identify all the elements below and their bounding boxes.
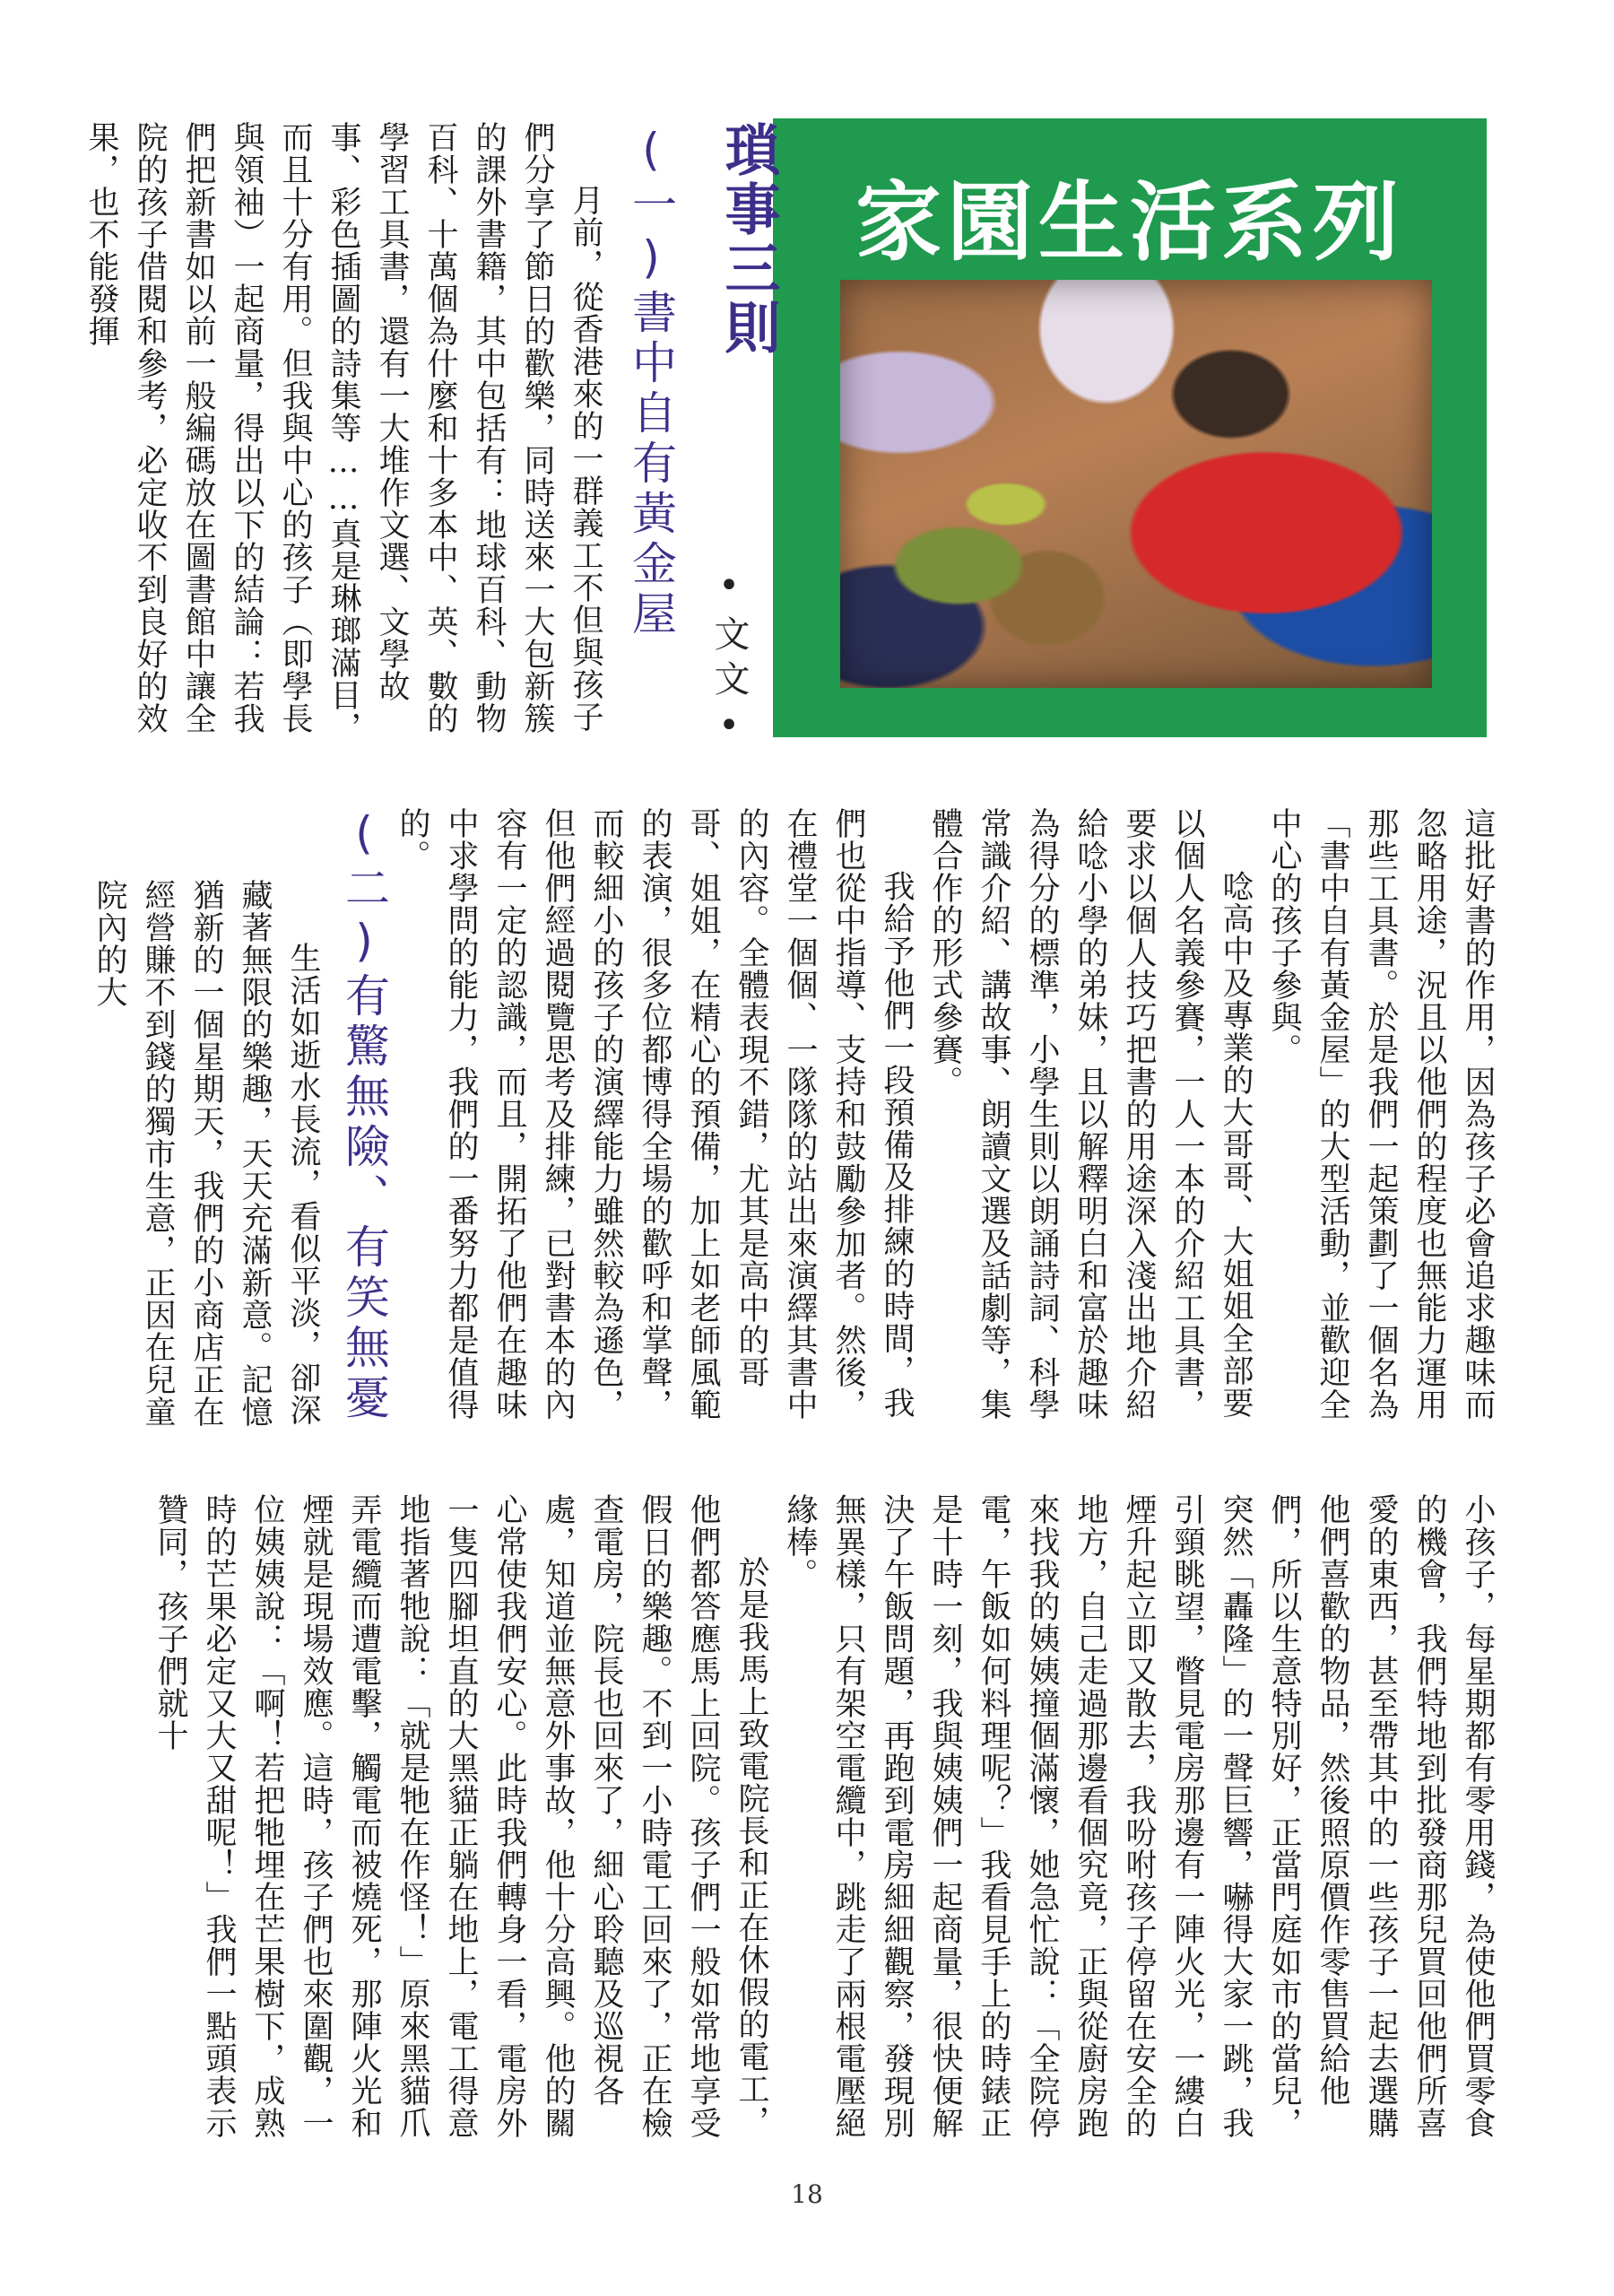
section2-column-a: [91, 879, 327, 1435]
series-banner: [773, 118, 1487, 737]
page-number: 18: [791, 2179, 823, 2209]
article-title: 瑣事三則: [716, 121, 781, 358]
section2-column-b: [117, 1493, 1502, 2139]
section2-heading: (二)有驚無險、有笑無憂: [338, 807, 390, 1424]
section1-paragraph-b2: 唸高中及專業的大哥哥、大姐姐全部要以個人名義參賽，一人一本的介紹工具書，要求以個人技巧把書的用途深入淺出地介紹給唸小學的弟妹，且以解釋明白和富於趣味為得分的標準，小學生則以朗誦詩詞、科學常識介紹、講故事、朗讀文選及話劇等，集體合作的形式參賽。: [927, 807, 1254, 1421]
section1-heading: (一)書中自有黃金屋: [625, 124, 677, 640]
section2-paragraph-2: 小孩子，每星期都有零用錢，為使他們買零食的機會，我們特地到批發商那兒買回他們所喜愛的東西，甚至帶其中的一些孩子一起去選購他們喜歡的物品，然後照原價作零售買給他們，所以生意特別好，正當門庭如市的當兒，突然「轟隆」的一聲巨響，嚇得大家一跳，我引頸眺望，瞥見電房那邊有一陣火光，一縷白煙升起立即又散去，我吩咐孩子停留在安全的地方，自己走過那邊看個究竟，正與從廚房跑來找我的姨姨撞個滿懷，她急忙說：「全院停電，午飯如何料理呢？」我看見手上的時錶正是十時一刻，我與姨姨們一起商量，很快便解決了午飯問題，再跑到電房細細觀察，發現別無異樣，只有架空電纜中，跳走了兩根電壓絕緣棒。: [782, 1493, 1496, 2139]
series-title: 家園生活系列: [855, 172, 1404, 273]
section2-paragraph-1: 生活如逝水長流，看似平淡，卻深藏著無限的樂趣，天天充滿新意。記憶猶新的一個星期天，我們的小商店正在經營賺不到錢的獨市生意，正因在兒童院內的大: [91, 879, 321, 1428]
author-byline: •文文•: [708, 565, 750, 755]
section2-paragraph-3: 於是我馬上致電院長和正在休假的電工，他們都答應馬上回院。孩子們一般如常地享受假日的樂趣。不到一小時電工回來了，正在檢查電房，院長也回來了，細心聆聽及巡視各處，知道並無意外事故，他十分高興。他的關心常使我們安心。此時我們轉身一看，電房外一隻四腳坦直的大黑貓正躺在地上，電工得意地指著牠說：「就是牠在作怪！」原來黑貓爪弄電纜而遭電擊，觸電而被燒死，那陣火光和煙就是現場效應。這時，孩子們也來圍觀，一位姨姨說：「啊！若把牠埋在芒果樹下，成熟時的芒果必定又大又甜呢！」我們一點頭表示贊同，孩子們就十: [152, 1493, 769, 2139]
section1-column-a: [83, 121, 610, 749]
section1-paragraph-a: 月前，從香港來的一群義工不但與孩子們分享了節日的歡樂，同時送來一大包新簇的課外書籍，其中包括有：地球百科、動物百科、十萬個為什麼和十多本中、英、數的學習工具書，還有一大堆作文選、文學故事、彩色插圖的詩集等……真是琳瑯滿目，而且十分有用。但我與中心的孩子（即學長與領袖）一起商量，得出以下的結論：若我們把新書如以前一般編碼放在圖書館中讓全院的孩子借閱和參考，必定收不到良好的效果，也不能發揮: [83, 121, 603, 744]
section1-paragraph-b3: 我給予他們一段預備及排練的時間，我們也從中指導、支持和鼓勵參加者。然後，在禮堂一個個、一隊隊的站出來演繹其書中的內容。全體表現不錯，尤其是高中的哥哥、姐姐，在精心的預備，加上如老師風範的表演，很多位都博得全場的歡呼和掌聲，而較細小的孩子的演繹能力雖然較為遜色，但他們經過閱覽思考及排練，已對書本的內容有一定的認識，而且，開拓了他們在趣味中求學問的能力，我們的一番努力都是值得的。: [395, 807, 915, 1421]
photo-children-gardening-icon: [840, 280, 1432, 688]
section1-paragraph-b1: 這批好書的作用，因為孩子必會追求趣味而忽略用途，況且以他們的程度也無能力運用那些工具書。於是我們一起策劃了一個名為「書中自有黃金屋」的大型活動，並歡迎全中心的孩子參與。: [1266, 807, 1496, 1421]
section1-column-b: [395, 807, 1502, 1435]
